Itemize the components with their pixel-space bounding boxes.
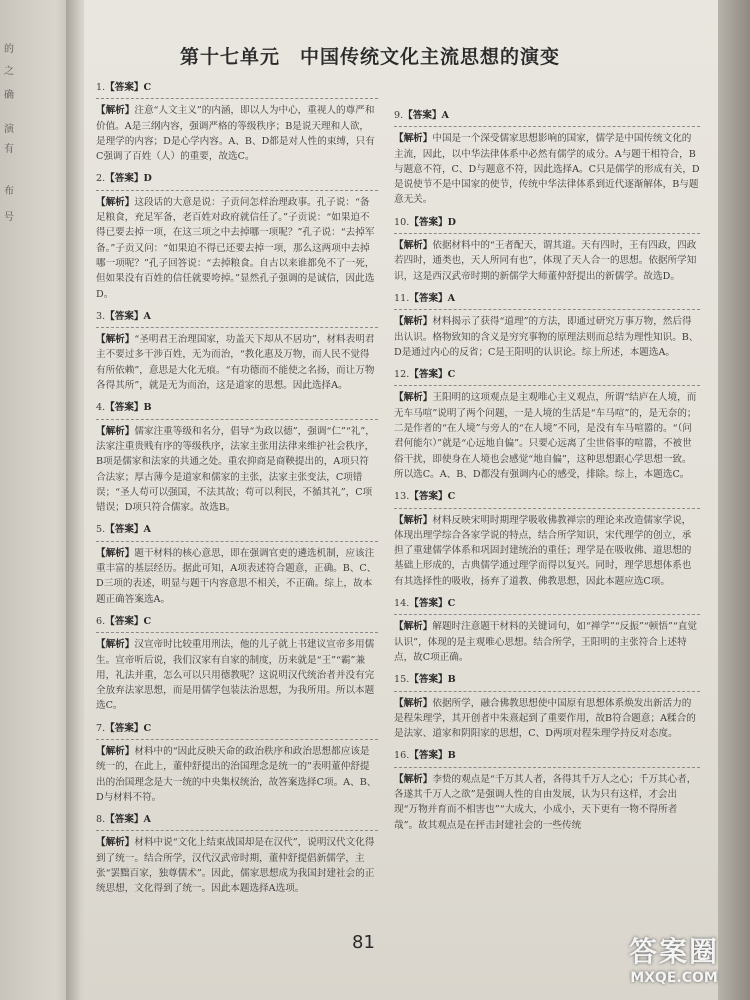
answer-item-6: 6.【答案】C 【解析】汉宣帝时比较重用刑法，他的儿子就上书建议宣帝多用儒生。宣帝听后说，我们汉家有自家的制度，历来就是“王”“霸”兼用，礼法并重，怎么可以只用德教呢？这说明汉代统治者并没有完全放弃法家思想，而是用儒学包装法治思想，为我所用。所以本题选C。	[96, 614, 378, 714]
answer-item-15: 15.【答案】B 【解析】依据所学，融合佛教思想使中国原有思想体系焕发出新活力的是程朱理学，其开创者中朱熹起到了重要作用，故B符合题意；A糅合的是法家、道家和阴阳家的思想，C、D两项对程朱理学持反对态度。	[394, 672, 700, 741]
page-number: 81	[352, 932, 375, 953]
right-column	[394, 108, 700, 840]
left-column	[96, 80, 378, 904]
edge-char: 有	[4, 144, 14, 155]
watermark-url-text: MXQE.COM	[630, 970, 718, 986]
edge-char: 号	[4, 212, 14, 223]
edge-char: 演	[4, 124, 14, 135]
edge-char: 确	[4, 90, 14, 101]
edge-char: 布	[4, 186, 14, 197]
watermark-main-text: 答案圈	[628, 935, 719, 968]
unit-title: 第十七单元 中国传统文化主流思想的演变	[180, 46, 561, 68]
answer-item-10: 10.【答案】D 【解析】依据材料中的“王者配天，谓其道。天有四时，王有四政，四政若四时，通类也，天人所同有也”，体现了天人合一的思想。依据所学知识，这是西汉武帝时期的新儒学大师董仲舒提出的新儒学。故选D。	[394, 215, 700, 284]
answer-item-16: 16.【答案】B 【解析】李贽的观点是“千万其人者，各得其千万人之心；千万其心者，各遂其千万人之欲”是强调人性的自由发展，认为只有这样，才会出现“万物并育而不相害也”“大成大，小成小，天下更有一物不得所者哉”。故其观点是在抨击封建社会的一些传统	[394, 748, 700, 832]
answer-item-8: 8.【答案】A 【解析】材料中说“文化上结束战国却是在汉代”，说明汉代文化得到了统一。结合所学，汉代汉武帝时期，董仲舒提倡新儒学，主张“罢黜百家，独尊儒术”。因此，儒家思想成为我国封建社会的正统思想，文化得到了统一。因此本题选择A选项。	[96, 812, 378, 896]
answer-item-13: 13.【答案】C 【解析】材料反映宋明时期理学吸收佛教禅宗的理论来改造儒家学说，体现出理学综合各家学说的特点，结合所学知识，宋代理学的创立，承担了重建儒学体系和巩固封建统治的重任；理学是在吸收佛、道思想的基础上形成的，古典儒学通过理学而得以复兴。同时，理学思想体系也有其选择性的吸收，扬弃了道教、佛教思想，因此本题应选C项。	[394, 489, 700, 589]
answer-item-5: 5.【答案】A 【解析】题干材料的核心意思，即在强调官吏的遴选机制，应该注重丰富的基层经历。据此可知，A项表述符合题意，正确。B、C、D三项的表述，明显与题干内容意思不相关，不正确。综上，故本题正确答案选A。	[96, 524, 377, 605]
answer-item-14: 14.【答案】C 【解析】解题时注意题干材料的关键词句，如“禅学”“反振”“顿悟”“直觉认识”，体现的是主观唯心思想。结合所学，王阳明的主张符合上述特点，故C项正确。	[394, 596, 700, 665]
answer-item-4: 4.【答案】B 【解析】儒家注重等级和名分，倡导“为政以德”，强调“仁”“礼”，法家注重贵贱有序的等级秩序，法家主张用法律来维护社会秩序，B项是儒家和法家的共通之处。重农抑商是商鞅提出的，A项只符合法家；厚古薄今是道家和儒家的主张，法家主张变法，C项错误；“圣人苟可以强国，不法其故；苟可以利民，不循其礼”，C项错误；D项只符合儒家。故选B。	[96, 400, 378, 515]
site-watermark-logo	[600, 930, 748, 996]
answer-item-7: 7.【答案】C 【解析】材料中的“因此反映天命的政治秩序和政治思想都应该是统一的，在此上，董仲舒提出的治国理念是统一的”表明董仲舒提出的治国理念是大一统的中央集权统治，故答案选择C项。A、B、D与材料不符。	[96, 722, 377, 803]
answer-item-9: 9.【答案】A 【解析】中国是一个深受儒家思想影响的国家，儒学是中国传统文化的主流，因此，以中华法律体系中必然有儒学的成分。A与题干相符合，B与题意不符，C、D与题意不符，因此选择A。C只是儒学的形成有关，D是说使节不是中国家的使节，传统中华法律体系到近代逐渐解体，B与题意无关。	[394, 110, 700, 206]
edge-char: 之	[4, 66, 14, 77]
edge-char: 的	[4, 44, 14, 55]
answer-item-12: 12.【答案】C 【解析】王阳明的这项观点是主观唯心主义观点，所谓“结庐在人境，而无车马喧”说明了两个问题，一是人境的生活是“车马喧”的，是无奈的；二是作者的“在人境”与旁人的“在人境”不同，是没有车马喧嚣的。“（问君何能尔）”就是“心远地自偏”。只要心远离了尘世俗事的喧嚣，不被世俗干扰，即使身在人境也会感觉“地自偏”，这种思想跟心学思想一致。所以选C。A、B、D都没有强调内心的感受，排除。综上，本题选C。	[394, 367, 700, 482]
answer-item-2: 2.【答案】D 【解析】这段话的大意是说：子贡问怎样治理政事。孔子说：“备足粮食，充足军备，老百姓对政府就信任了。”子贡说：“如果迫不得已要去掉一项，在这三项之中去掉哪一项呢？”孔子说：“去掉军备。”子贡又问：“如果迫不得已还要去掉一项，那么这两项中去掉哪一项呢？”孔子回答说：“去掉粮食。自古以来谁都免不了一死，但如果没有百姓的信任就要垮掉。”显然孔子强调的是诚信，因此选D。	[96, 171, 378, 301]
answer-item-3: 3.【答案】A 【解析】“圣明君王治理国家，功盖天下却从不居功”，材料表明君主不要过多干涉百姓，无为而治，“教化惠及万物，而人民不觉得有所依赖”，意思是大化无痕。“有功德而不能使之名扬，而让万物各得其所”，就是无为而治，这是道家的思想。因此选择A。	[96, 309, 378, 393]
answer-item-11: 11.【答案】A 【解析】材料揭示了获得“道理”的方法，即通过研究万事万物，然后得出认识。格物致知的含义是穷究事物的原理法则而总结为理性知识。B、D是通过内心的反省；C是王阳明的认识论。综上所述，本题选A。	[394, 292, 699, 358]
answer-item-1: 1.【答案】C 【解析】注意“人文主义”的内涵，即以人为中心，重视人的尊严和价值。A是三纲内容，强调严格的等级秩序；B是说天理和人欲，是理学的内容；D是心学内容。A、B、D都是对人性的束缚，只有C强调了百姓（人）的重要，故选C。	[96, 80, 378, 164]
page-edge-shadow	[718, 0, 750, 1000]
